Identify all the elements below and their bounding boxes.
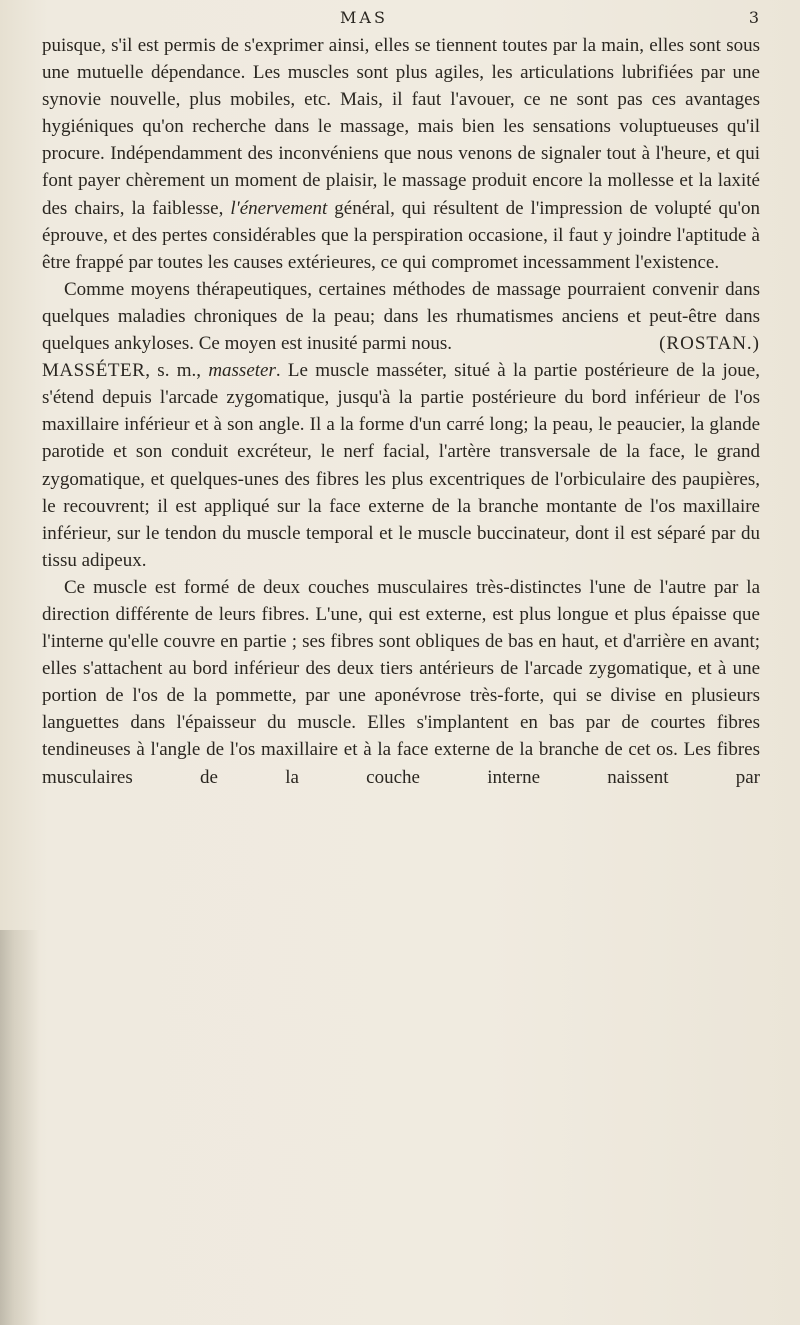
italic-term: l'énervement <box>230 197 328 219</box>
running-header <box>0 8 800 30</box>
author-citation: (ROSTAN.) <box>659 333 760 355</box>
paragraph-massage-effects: puisque, s'il est permis de s'exprimer ainsi, elles se tiennent toutes par la main, elles sont sous une mutuelle dépendance. Les muscles sont plus agiles, les articulations lubrifiées par une synovie nouvelle, plus mobiles, etc. Mais, il faut l'avouer, ce ne sont pas ces avantages hygiéniques qu'on recherche dans le massage, mais bien les sensations voluptueuses qu'il procure. Indépendamment des inconvéniens que nous venons de signaler tout à l'heure, et qui font payer chèrement un moment de plaisir, le massage produit encore la mollesse et la laxité des chairs, la faiblesse, l'énervement général, qui résultent de l'impression de volupté qu'on éprouve, et des pertes considérables que la perspiration occasione, il faut y joindre l'aptitude à être frappé par toutes les causes extérieures, ce qui compromet incessamment l'existence. <box>42 35 760 273</box>
entry-headword: MASSÉTER <box>42 360 146 382</box>
paragraph-muscle-structure: Ce muscle est formé de deux couches musculaires très-distinctes l'une de l'autre par la direction différente de leurs fibres. L'une, qui est externe, est plus longue et plus épaisse que l'interne qu'elle couvre en partie ; ses fibres sont obliques de bas en haut, et d'arrière en avant; elles s'attachent au bord inférieur des deux tiers antérieurs de l'arcade zygomatique, et à une portion de l'os de la pommette, par une aponévrose très-forte, qui se divise en plusieurs languettes dans l'épaisseur du muscle. Elles s'implantent en bas par de courtes fibres tendineuses à l'angle de l'os maxillaire et à la face externe de la branche de cet os. Les fibres musculaires de la couche interne naissent par <box>42 576 760 788</box>
page-fold-shadow <box>0 930 40 1325</box>
page-body <box>42 32 760 791</box>
dictionary-entry-masseter: MASSÉTER, s. m., masseter. Le muscle masséter, situé à la partie postérieure de la joue, s'étend depuis l'arcade zygomatique, jusqu'à la partie postérieure du bord inférieur de l'os maxillaire inférieur et à son angle. Il a la forme d'un carré long; la peau, le peaucier, la glande parotide et son conduit excréteur, le nerf facial, l'artère transversale de la face, le grand zygomatique, et quelques-unes des fibres les plus excentriques de l'orbiculaire des paupières, le recouvrent; il est appliqué sur la face externe de la branche montante de l'os maxillaire inférieur, sur le tendon du muscle temporal et le muscle buccinateur, dont il est séparé par du tissu adipeux. <box>42 360 760 571</box>
paragraph-therapeutic-use: Comme moyens thérapeutiques, certaines méthodes de massage pourraient convenir dans quelques maladies chroniques de la peau; dans les rhumatismes anciens et peut-être dans quelques ankyloses. Ce moyen est inusité parmi nous. (ROSTAN.) <box>42 276 760 357</box>
running-title: MAS <box>340 8 388 27</box>
page-number: 3 <box>748 8 762 27</box>
latin-term: masseter <box>208 360 276 382</box>
